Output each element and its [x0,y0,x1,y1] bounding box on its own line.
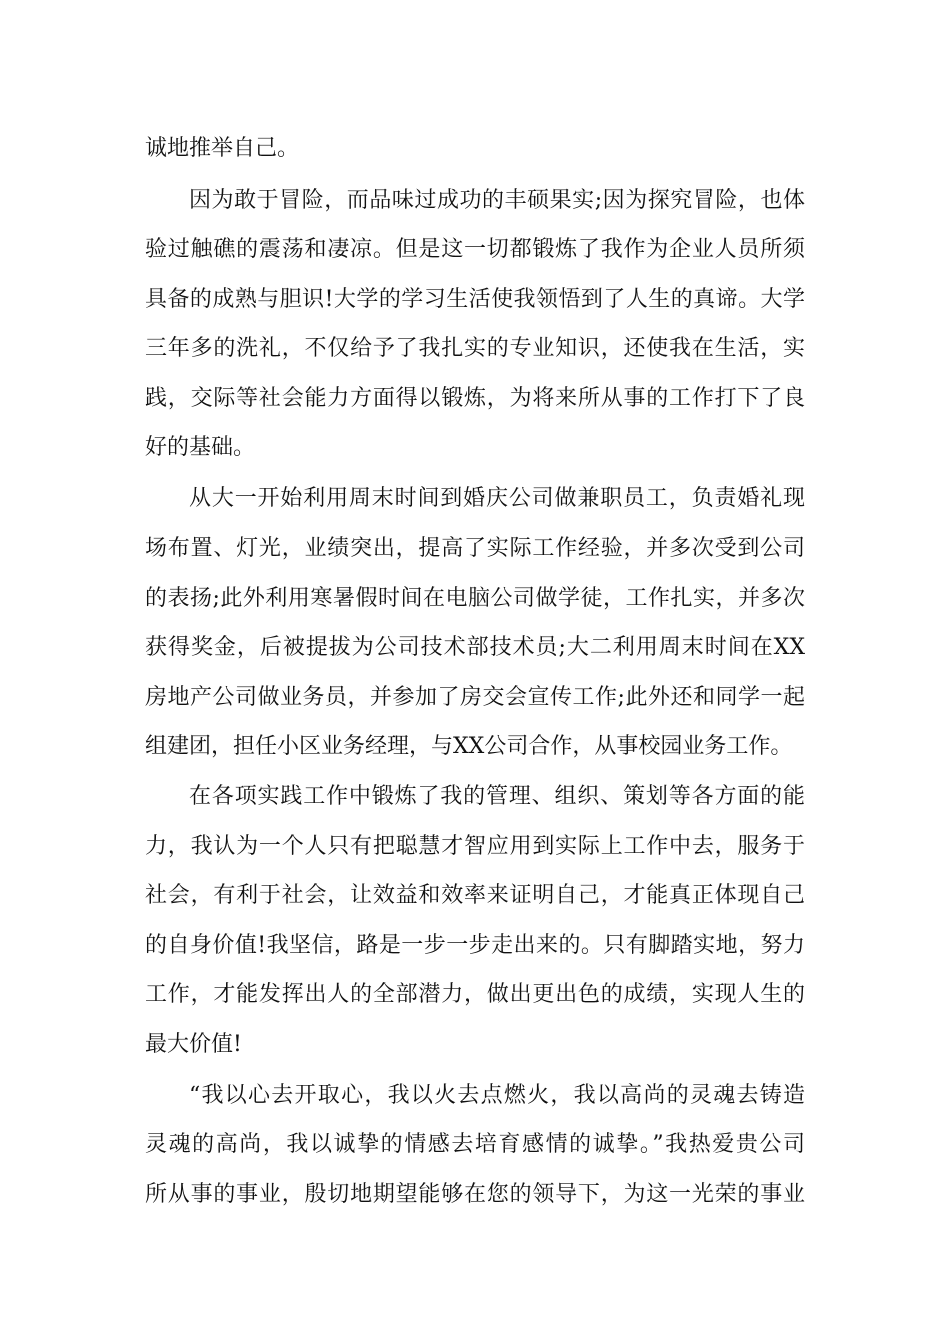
text-line: 社会，有利于社会，让效益和效率来证明自己，才能真正体现自己 [145,883,805,908]
text-line: 工作，才能发挥出人的全部潜力，做出更出色的成绩，实现人生的 [145,982,805,1007]
text-line: 的自身价值!我坚信，路是一步一步走出来的。只有脚踏实地，努力 [145,933,805,958]
text-line: 验过触礁的震荡和凄凉。但是这一切都锻炼了我作为企业人员所须 [145,237,805,262]
text-line: 践，交际等社会能力方面得以锻炼，为将来所从事的工作打下了良 [145,386,805,411]
text-line: 房地产公司做业务员，并参加了房交会宣传工作;此外还和同学一起 [145,685,805,710]
text-line: 在各项实践工作中锻炼了我的管理、组织、策划等各方面的能 [189,784,805,809]
text-line: 诚地推举自己。 [145,136,300,161]
text-line: 具备的成熟与胆识!大学的学习生活使我领悟到了人生的真谛。大学 [145,287,805,312]
text-line: 获得奖金，后被提拔为公司技术部技术员;大二利用周末时间在XX [145,635,805,660]
text-line: 力，我认为一个人只有把聪慧才智应用到实际上工作中去，服务于 [145,834,805,859]
text-line: 组建团，担任小区业务经理，与XX公司合作，从事校园业务工作。 [145,734,793,759]
text-line: “我以心去开取心，我以火去点燃火，我以高尚的灵魂去铸造 [189,1083,805,1108]
text-line: 三年多的洗礼，不仅给予了我扎实的专业知识，还使我在生活，实 [145,336,805,361]
text-line: 的表扬;此外利用寒暑假时间在电脑公司做学徒，工作扎实，并多次 [145,586,805,611]
text-line: 场布置、灯光，业绩突出，提高了实际工作经验，并多次受到公司 [145,536,805,561]
text-line: 从大一开始利用周末时间到婚庆公司做兼职员工，负责婚礼现 [189,486,805,511]
text-line: 因为敢于冒险，而品味过成功的丰硕果实;因为探究冒险，也体 [189,188,805,213]
text-line: 所从事的事业，殷切地期望能够在您的领导下，为这一光荣的事业 [145,1182,805,1207]
text-line: 灵魂的高尚，我以诚挚的情感去培育感情的诚挚。”我热爱贵公司 [145,1132,805,1157]
text-line: 好的基础。 [145,435,256,460]
text-line: 最大价值! [145,1032,242,1057]
